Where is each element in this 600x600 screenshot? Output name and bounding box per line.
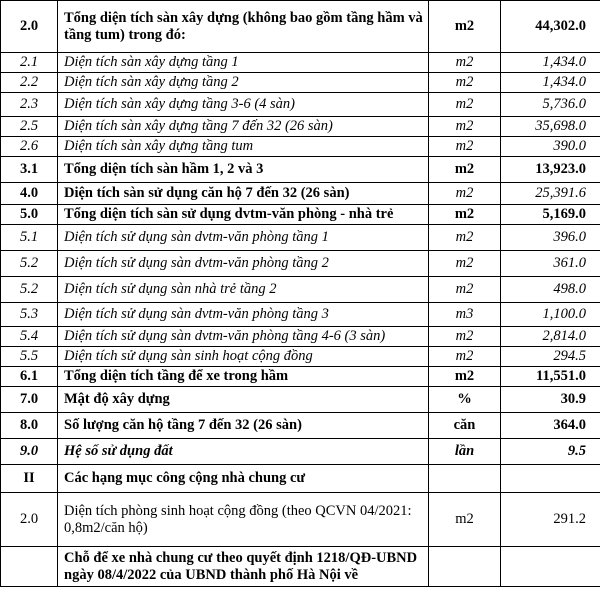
table-row [1, 157, 600, 183]
row-unit: m2 [429, 205, 501, 225]
row-unit: m2 [429, 53, 501, 73]
row-code: 5.2 [1, 277, 58, 303]
row-value: 9.5 [501, 439, 600, 465]
row-value: 1,434.0 [501, 53, 600, 73]
row-value: 11,551.0 [501, 367, 600, 387]
table-row [1, 251, 600, 277]
row-code: 2.3 [1, 93, 58, 117]
row-value: 364.0 [501, 413, 600, 439]
table-row [1, 327, 600, 347]
row-code: 2.6 [1, 137, 58, 157]
row-code: 8.0 [1, 413, 58, 439]
table-row [1, 137, 600, 157]
row-unit: m2 [429, 367, 501, 387]
row-value: 361.0 [501, 251, 600, 277]
table-row [1, 413, 600, 439]
row-value: 294.5 [501, 347, 600, 367]
row-unit: m2 [429, 347, 501, 367]
row-unit: m2 [429, 183, 501, 205]
row-description: Diện tích sử dụng sàn dvtm-văn phòng tầng 3 [58, 303, 429, 327]
row-unit: m2 [429, 327, 501, 347]
row-value: 1,434.0 [501, 73, 600, 93]
row-unit: m2 [429, 225, 501, 251]
row-code: 9.0 [1, 439, 58, 465]
row-unit: m2 [429, 493, 501, 547]
row-code: 5.0 [1, 205, 58, 225]
row-code: 2.2 [1, 73, 58, 93]
row-description: Diện tích sử dụng sàn dvtm-văn phòng tầng 4-6 (3 sàn) [58, 327, 429, 347]
table-row [1, 117, 600, 137]
row-code: 5.1 [1, 225, 58, 251]
row-unit: m2 [429, 93, 501, 117]
row-value [501, 465, 600, 493]
row-description: Diện tích sàn xây dựng tầng 3-6 (4 sàn) [58, 93, 429, 117]
table-row [1, 347, 600, 367]
table-row [1, 387, 600, 413]
row-description: Tổng diện tích tầng để xe trong hầm [58, 367, 429, 387]
row-description: Số lượng căn hộ tầng 7 đến 32 (26 sàn) [58, 413, 429, 439]
row-value: 35,698.0 [501, 117, 600, 137]
row-value: 2,814.0 [501, 327, 600, 347]
table-row [1, 73, 600, 93]
row-description: Diện tích phòng sinh hoạt cộng đồng (theo QCVN 04/2021: 0,8m2/căn hộ) [58, 493, 429, 547]
row-code [1, 547, 58, 587]
row-description: Diện tích sàn xây dựng tầng tum [58, 137, 429, 157]
row-code: 6.1 [1, 367, 58, 387]
table-row [1, 439, 600, 465]
row-value: 30.9 [501, 387, 600, 413]
table-row [1, 53, 600, 73]
table-row [1, 303, 600, 327]
table-row [1, 1, 600, 53]
row-description: Diện tích sàn xây dựng tầng 1 [58, 53, 429, 73]
row-unit: căn [429, 413, 501, 439]
row-code: 5.4 [1, 327, 58, 347]
table-row [1, 465, 600, 493]
row-description: Diện tích sử dụng sàn dvtm-văn phòng tầng 2 [58, 251, 429, 277]
table-row [1, 225, 600, 251]
row-description: Diện tích sử dụng sàn sinh hoạt cộng đồng [58, 347, 429, 367]
table-row [1, 493, 600, 547]
row-value: 5,736.0 [501, 93, 600, 117]
row-code: 2.1 [1, 53, 58, 73]
row-unit: m2 [429, 1, 501, 53]
row-description: Chỗ để xe nhà chung cư theo quyết định 1218/QĐ-UBND ngày 08/4/2022 của UBND thành phố Hà Nội về [58, 547, 429, 587]
row-value: 291.2 [501, 493, 600, 547]
row-description: Diện tích sử dụng sàn dvtm-văn phòng tầng 1 [58, 225, 429, 251]
row-unit [429, 547, 501, 587]
row-code: II [1, 465, 58, 493]
row-code: 2.5 [1, 117, 58, 137]
row-description: Tổng diện tích sàn hầm 1, 2 và 3 [58, 157, 429, 183]
row-unit: m2 [429, 137, 501, 157]
row-description: Diện tích sàn xây dựng tầng 7 đến 32 (26 sàn) [58, 117, 429, 137]
table-row [1, 367, 600, 387]
row-value: 5,169.0 [501, 205, 600, 225]
area-table-body [1, 1, 600, 587]
row-unit: m2 [429, 277, 501, 303]
table-row [1, 205, 600, 225]
row-value: 1,100.0 [501, 303, 600, 327]
row-unit [429, 465, 501, 493]
row-unit: % [429, 387, 501, 413]
row-value: 396.0 [501, 225, 600, 251]
row-description: Tổng diện tích sàn xây dựng (không bao gồm tầng hầm và tầng tum) trong đó: [58, 1, 429, 53]
row-code: 5.5 [1, 347, 58, 367]
table-row [1, 277, 600, 303]
row-unit: m2 [429, 157, 501, 183]
row-unit: lần [429, 439, 501, 465]
table-row [1, 183, 600, 205]
row-value: 498.0 [501, 277, 600, 303]
row-description: Hệ số sử dụng đất [58, 439, 429, 465]
row-code: 4.0 [1, 183, 58, 205]
row-value: 44,302.0 [501, 1, 600, 53]
row-description: Diện tích sử dụng sàn nhà trẻ tầng 2 [58, 277, 429, 303]
row-unit: m3 [429, 303, 501, 327]
row-code: 5.2 [1, 251, 58, 277]
row-code: 2.0 [1, 493, 58, 547]
row-code: 3.1 [1, 157, 58, 183]
row-value [501, 547, 600, 587]
row-value: 25,391.6 [501, 183, 600, 205]
row-value: 13,923.0 [501, 157, 600, 183]
row-unit: m2 [429, 251, 501, 277]
row-value: 390.0 [501, 137, 600, 157]
row-code: 2.0 [1, 1, 58, 53]
row-description: Diện tích sàn sử dụng căn hộ 7 đến 32 (26 sàn) [58, 183, 429, 205]
row-unit: m2 [429, 117, 501, 137]
row-description: Mật độ xây dựng [58, 387, 429, 413]
table-row [1, 547, 600, 587]
row-code: 5.3 [1, 303, 58, 327]
row-description: Các hạng mục công cộng nhà chung cư [58, 465, 429, 493]
row-code: 7.0 [1, 387, 58, 413]
table-row [1, 93, 600, 117]
row-description: Diện tích sàn xây dựng tầng 2 [58, 73, 429, 93]
row-unit: m2 [429, 73, 501, 93]
row-description: Tổng diện tích sàn sử dụng dvtm-văn phòng - nhà trẻ [58, 205, 429, 225]
